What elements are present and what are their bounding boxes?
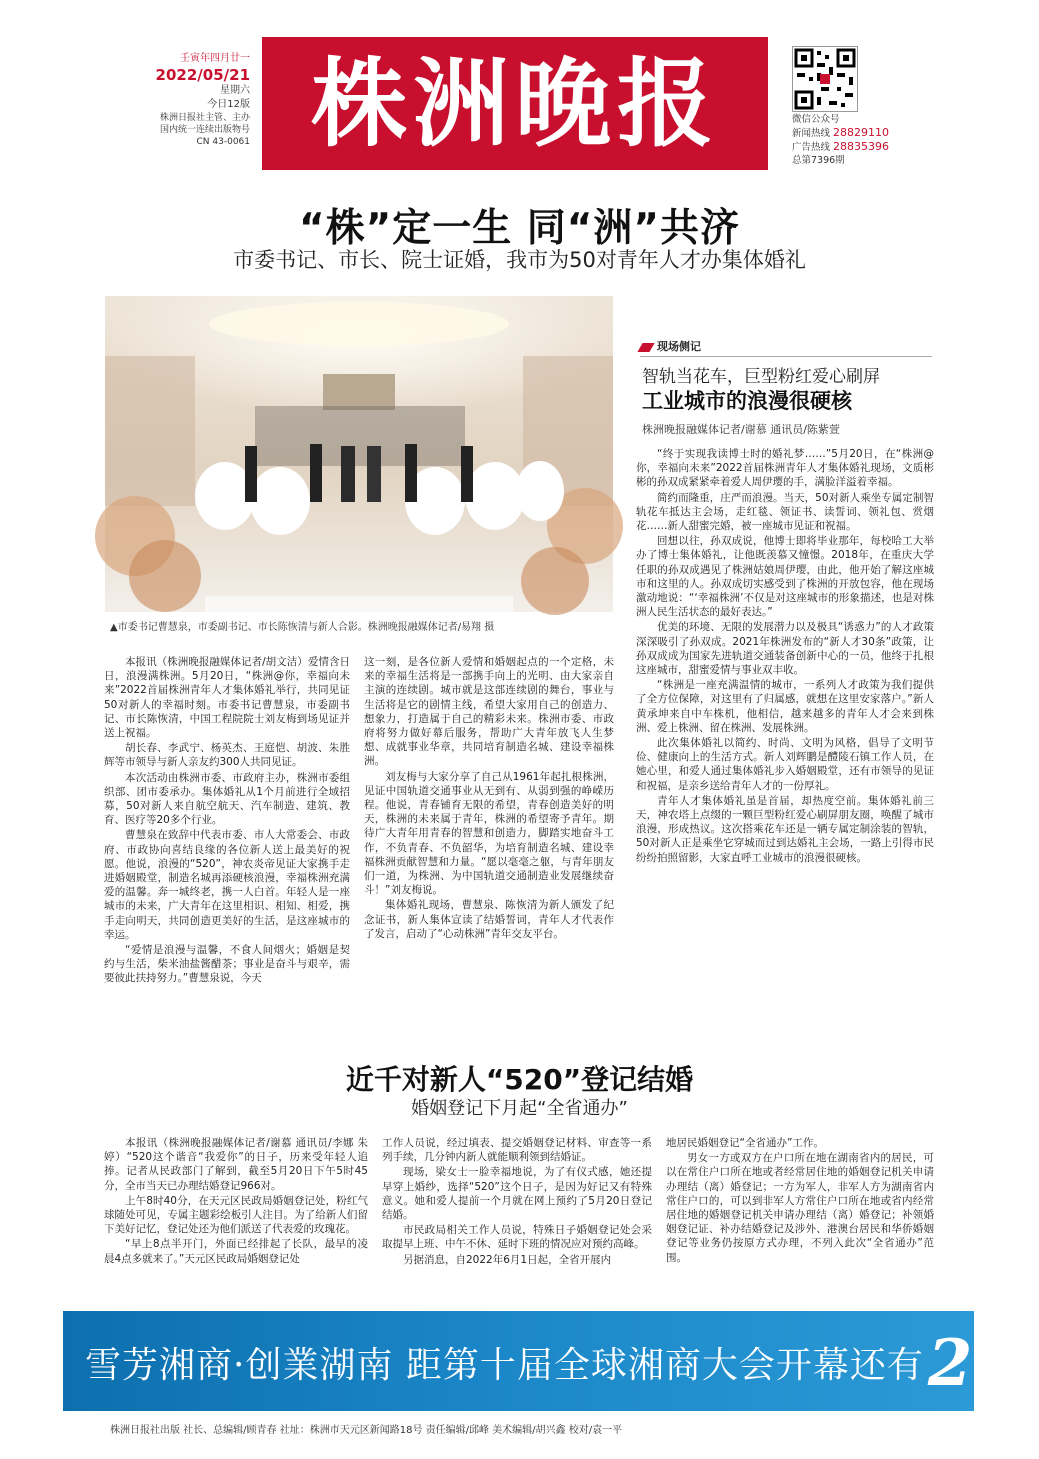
page-footer: 株洲日报社出版 社长、总编辑/顾青春 社址：株洲市天元区新闻路18号 责任编辑/邱峰 美术编辑/胡兴鑫 校对/袁一平 (110, 1425, 623, 1436)
group-wedding-photo (105, 296, 613, 612)
days-remaining: 2 (927, 1326, 974, 1401)
ad-hotline: 广告热线 28835396 (792, 140, 890, 153)
page-count: 今日12版 (207, 99, 250, 110)
photo-caption: ▲市委书记曹慧泉，市委副书记、市长陈恢清与新人合影。株洲晚报融媒体记者/易翔 摄 (110, 622, 495, 633)
paper-name: 株洲晚报 (311, 46, 719, 160)
banner-text (85, 1326, 1015, 1401)
banner-slogan: 雪芳湘商·创業湖南 (85, 1345, 394, 1386)
lunar-date: 壬寅年四月廿一 (180, 53, 250, 64)
paragraph: 优美的环境、无限的发展潜力以及极具“诱惑力”的人才政策深深吸引了孙双成。2021年株洲发布的“新人才30条”政策，让孙双成成为国家先进轨道交通装备创新中心的一员，他终于扎根这座城市，甜蜜爱情与事业双丰收。 (636, 621, 934, 677)
sidebar-byline: 株洲晚报融媒体记者/谢慕 通讯员/陈紫萱 (642, 423, 840, 436)
paragraph: “爱情是浪漫与温馨，不食人间烟火；婚姻是契约与生活，柴米油盐酱醋茶；事业是奋斗与艰辛，需要彼此扶持努力。”曹慧泉说，今天 (104, 944, 350, 985)
paragraph: 曹慧泉在致辞中代表市委、市人大常委会、市政府、市政协向喜结良缘的各位新人送上最美好的祝愿。他说，浪漫的“520”，神农炎帝见证大家携手走进婚姻殿堂，制造名城再添硬核浪漫，幸福株洲充满爱的温馨。奔一城终老，携一人白首。年轻人是一座城市的未来，广大青年在这里相识、相知、相爱，携手走向明天，共同创造更美好的生活，是这座城市的幸运。 (104, 829, 350, 941)
story2-headline: 近千对新人“520”登记结婚 (345, 1063, 694, 1096)
paragraph: 刘友梅与大家分享了自己从1961年起扎根株洲，见证中国轨道交通事业从无到有、从弱到强的峥嵘历程。他说，青春铺育无限的希望，青春创造美好的明天，株洲的未来属于青年，株洲的希望寄予青年。期待广大青年用青春的智慧和创造力，脚踏实地奋斗工作，不负青春、不负韶华，为培育制造名城、建设幸福株洲贡献智慧和力量。“愿以毫毫之躯，与青年朋友们一道，为株洲、为中国轨道交通制造业发展继续奋斗！”刘友梅说。 (364, 770, 614, 897)
edition-info (135, 52, 250, 148)
newspaper-logo (262, 37, 768, 170)
lead-subheadline: 市委书记、市长、院士证婚，我市为50对青年人才办集体婚礼 (233, 248, 806, 272)
lead-column-2 (364, 655, 614, 942)
paragraph: 地居民婚姻登记“全省通办”工作。 (666, 1137, 824, 1149)
paragraph: 市民政局相关工作人员说，特殊日子婚姻登记处会采取提早上班、中午不休、延时下班的情况应对预约高峰。 (382, 1224, 652, 1251)
paragraph: 上午8时40分，在天元区民政局婚姻登记处，粉红气球随处可见，专属主题彩绘板引人注目。为了给新人们留下美好记忆，登记处还为他们派送了代表爱的玫瑰花。 (104, 1194, 368, 1236)
banner-unit: 天 (977, 1345, 1015, 1386)
paragraph: 本报讯（株洲晚报融媒体记者/胡文洁）爱情含日日，浪漫满株洲。5月20日，“株洲@你，幸福向未来”2022首届株洲青年人才集体婚礼举行，共同见证50对新人的幸福时刻。市委书记曹慧泉，市委副书记、市长陈恢清，中国工程院院士刘友梅到场见证并送上祝福。 (104, 656, 350, 740)
paragraph: 胡长春、李武宁、杨英杰、王庭恺、胡波、朱胜辉等市领导与新人亲友约300人共同见证。 (104, 742, 350, 769)
paragraph: 这一刻，是各位新人爱情和婚姻起点的一个定格，未来的幸福生活将是一部携手向上的光明、由大家亲自主演的连续剧。城市就是这部连续剧的舞台，事业与生活将是它的剧情主线，希望大家用自己的创造力、想象力，打造属于自己的精彩未来。株洲市委、市政府将努力做好幕后服务，帮助广大青年放飞人生梦想、成就事业华章，共同培育制造名城、建设幸福株洲。 (364, 656, 614, 768)
paragraph: 本次活动由株洲市委、市政府主办，株洲市委组织部、团市委承办。集体婚礼从1个月前进行全域招募，50对新人来自航空航天、汽车制造、建筑、教育、医疗等20多个行业。 (104, 771, 350, 827)
story2-column-2 (382, 1136, 652, 1268)
paragraph: “早上8点半开门，外面已经排起了长队，最早的凌晨4点多就来了。”天元区民政局婚姻登记处 (104, 1238, 368, 1265)
news-hotline: 新闻热线 28829110 (792, 126, 890, 139)
paragraph: 集体婚礼现场，曹慧泉、陈恢清为新人颁发了纪念证书，新人集体宣读了结婚誓词，青年人才代表作了发言，启动了“心动株洲”青年交友平台。 (364, 899, 614, 940)
sidebar-kicker: 智轨当花车，巨型粉红爱心刷屏 (642, 367, 880, 387)
contact-info (792, 113, 922, 167)
paragraph: 此次集体婚礼以简约、时尚、文明为风格，倡导了文明节俭、健康向上的生活方式。新人刘辉鹏是醴陵石镇工作人员，在她心里，和爱人通过集体婚礼步入婚姻殿堂，还有市领导的见证和祝福，是亲乡送给青年人才的一份厚礼。 (636, 737, 934, 792)
publisher-line: 株洲日报社主管、主办 (159, 113, 250, 123)
wechat-label: 微信公众号 (792, 114, 840, 125)
weekday: 星期六 (220, 85, 250, 96)
cn-number: CN 43-0061 (196, 137, 250, 147)
paragraph: “终于实现我读博士时的婚礼梦……”5月20日，在“株洲@你，幸福向未来”2022首届株洲青年人才集体婚礼现场，文质彬彬的孙双成紧紧牵着爱人周伊璎的手，满脸洋溢着幸福。 (636, 448, 934, 489)
banner-message: 距第十届全球湘商大会开幕还有 (405, 1345, 924, 1386)
paragraph: 青年人才集体婚礼虽是首届，却热度空前。集体婚礼前三天，神农塔上点缀的一颗巨型粉红爱心刷屏朋友圈，唤醒了城市浪漫，形成热议。这次搭乘花车还是一辆专属定制涂装的智轨，50对新人正是乘坐它穿城而过到达婚礼主会场，一路上引得市民纷纷拍照留影，大家直呼工业城市的浪漫很硬核。 (636, 794, 934, 864)
paragraph: 本报讯（株洲晚报融媒体记者/谢慕 通讯员/李娜 朱婷）“520这个谐音“我爱你”的日子，历来受年轻人追捧。记者从民政部门了解到，截至5月20日下午5时45分，全市当天已办理结婚登记966对。 (104, 1137, 368, 1192)
lead-headline: “株”定一生 同“洲”共济 (298, 206, 741, 251)
paragraph: 回想以往，孙双成说，他博士即将毕业那年，每校哈工大举办了博士集体婚礼，让他既羡慕又憧憬。2018年，在重庆大学任职的孙双成遇见了株洲姑娘周伊璎，由此，他开始了解这座城市和这里的人。孙双成切实感受到了株洲的开放包容，他在现场激动地说：“‘幸福株洲’不仅是对这座城市的形象描述，也是对株洲人民生活状态的最好表达。” (636, 535, 934, 619)
sidebar-body (636, 447, 934, 866)
paragraph: 简约而隆重，庄严而浪漫。当天，50对新人乘坐专属定制智轨花车抵达主会场，走红毯、领证书、读誓词、领礼包、赏烟花……新人甜蜜完婚，被一座城市见证和祝福。 (636, 491, 934, 533)
serial-line: 国内统一连续出版物号 (159, 125, 250, 135)
paragraph: 现场，梁女士一脸幸福地说，为了有仪式感，她还提早穿上婚纱，选择“520”这个日子，是因为好记又有特殊意义。她和爱人提前一个月就在网上预约了5月20日登记结婚。 (382, 1166, 652, 1222)
qr-code-icon (792, 46, 858, 112)
tag-marker-icon (637, 343, 654, 352)
paragraph: 工作人员说，经过填表、提交婚姻登记材料、审查等一系列手续，几分钟内新人就能顺利领到结婚证。 (382, 1137, 652, 1164)
lead-column-1 (104, 655, 350, 987)
issue-date: 2022/05/21 (155, 66, 250, 84)
section-tag: 现场侧记 (640, 338, 701, 354)
story2-subheadline: 婚姻登记下月起“全省通办” (411, 1098, 628, 1119)
countdown-banner (63, 1311, 1015, 1411)
sidebar-headline: 工业城市的浪漫很硬核 (642, 389, 852, 413)
story2-column-1 (104, 1136, 368, 1267)
paragraph: “株洲是一座充满温情的城市，一系列人才政策为我们提供了全方位保障，对这里有了归属感，就想在这里安家落户。”新人黄承坤来自中车株机，他相信，越来越多的青年人才会来到株洲、爱上株洲、留在株洲、发展株洲。 (636, 679, 934, 734)
divider (640, 356, 932, 357)
issue-number: 总第7396期 (792, 155, 845, 166)
paragraph: 另据消息，自2022年6月1日起，全省开展内 (403, 1253, 612, 1266)
story2-column-3 (666, 1136, 934, 1266)
paragraph: 男女一方或双方在户口所在地在湖南省内的居民，可以在常住户口所在地或者经常居住地的婚姻登记机关申请办理结（离）婚登记；一方为军人，非军人方为湖南省内常住户口的，可以到非军人方常住户口所在地或省内经常居住地的婚姻登记机关申请办理结（离）婚登记；补领婚姻登记证、补办结婚登记及涉外、港澳台居民和华侨婚姻登记等业务仍按原方式办理，不列入此次“全省通办”范围。 (666, 1152, 934, 1264)
